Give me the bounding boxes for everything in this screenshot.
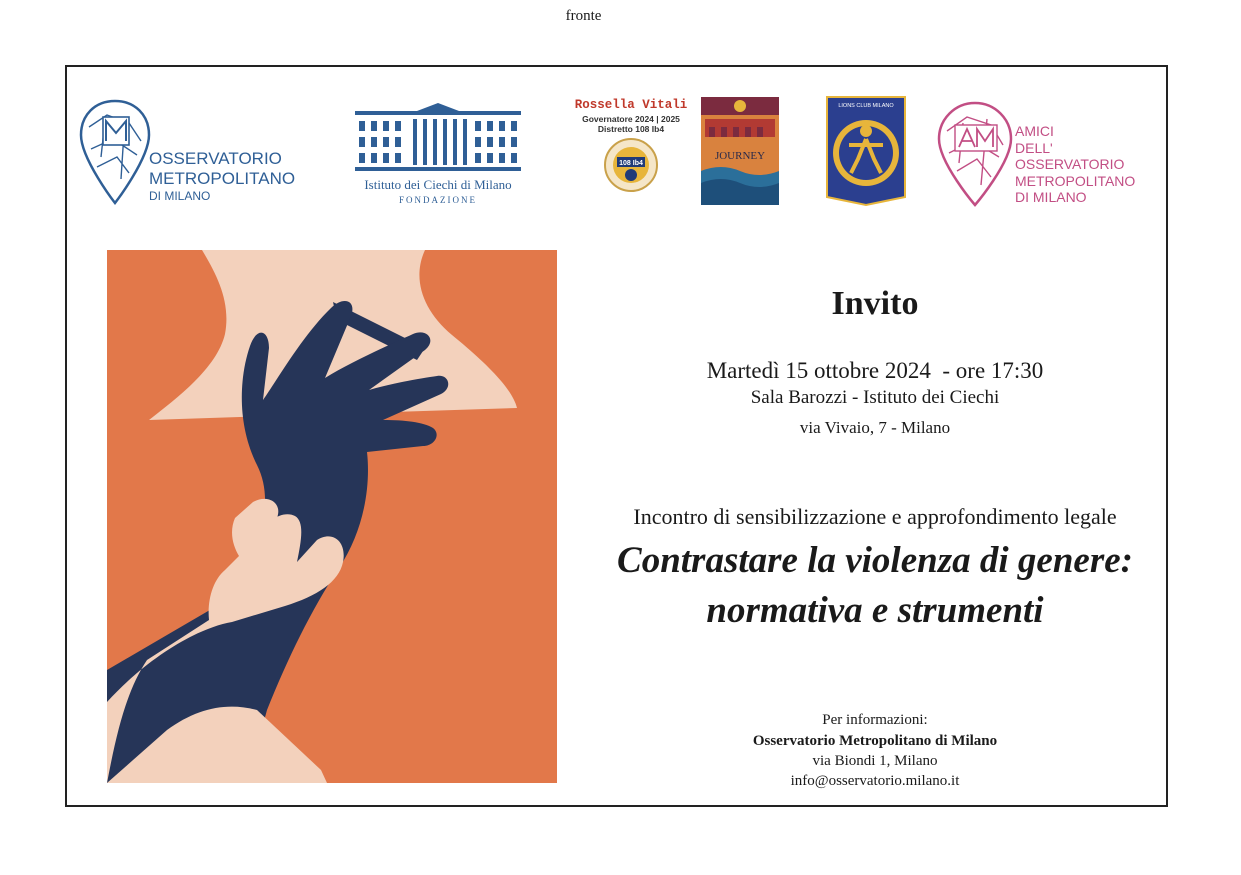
building-icon — [355, 101, 521, 173]
district-badge-text: 108 Ib4 — [619, 160, 643, 167]
hands-image — [107, 250, 557, 783]
osservatorio-logo-line3: DI MILANO — [149, 189, 211, 203]
amici-logo-line4: DI MILANO — [1015, 189, 1087, 205]
event-subtitle: Incontro di sensibilizzazione e approfondimento legale — [633, 504, 1117, 529]
event-title-line1: Contrastare la violenza di genere: — [617, 540, 1133, 581]
info-email[interactable]: info@osservatorio.milano.it — [790, 773, 960, 789]
lions-shield-icon — [825, 95, 907, 207]
osservatorio-logo-line2: METROPOLITANO — [149, 169, 296, 188]
osservatorio-logo — [77, 97, 307, 207]
event-datetime: Martedì 15 ottobre 2024 - ore 17:30 — [706, 358, 1044, 383]
istituto-ciechi-fondazione: FONDAZIONE — [399, 195, 477, 205]
journey-text: JOURNEY — [714, 150, 766, 162]
invitation-card — [65, 65, 1168, 807]
istituto-ciechi-logo — [355, 101, 521, 207]
governatore-logo — [572, 95, 690, 203]
hands-illustration — [107, 250, 557, 783]
page-label: fronte — [565, 8, 602, 24]
istituto-ciechi-name: Istituto dei Ciechi di Milano — [364, 177, 512, 192]
amici-logo-line3: METROPOLITANO — [1015, 172, 1136, 189]
journey-emblem-icon — [701, 97, 779, 205]
governatore-name: Rossella Vitali — [574, 98, 688, 112]
osservatorio-logo-line1: OSSERVATORIO — [149, 149, 282, 168]
journey-logo — [701, 97, 779, 205]
event-venue: Sala Barozzi - Istituto dei Ciechi — [750, 387, 1000, 408]
info-label: Per informazioni: — [822, 712, 928, 728]
amici-logo-line2: DELL' OSSERVATORIO — [1015, 139, 1125, 172]
info-organization: Osservatorio Metropolitano di Milano — [752, 733, 998, 749]
map-pin-icon — [77, 97, 157, 207]
map-pin-icon — [937, 101, 1015, 209]
info-street: via Biondi 1, Milano — [812, 753, 938, 769]
lions-shield-text: LIONS CLUB MILANO — [838, 103, 894, 109]
event-title-line2: normativa e strumenti — [706, 590, 1044, 631]
event-address: via Vivaio, 7 - Milano — [799, 418, 951, 437]
governatore-district: Distretto 108 Ib4 — [597, 124, 665, 134]
amici-logo-line1: AMICI — [1015, 123, 1054, 139]
invite-title: Invito — [831, 285, 919, 322]
governatore-term: Governatore 2024 | 2025 — [582, 114, 680, 124]
lions-club-milano-logo — [825, 95, 907, 207]
district-badge-icon — [603, 137, 659, 193]
amici-osservatorio-logo — [937, 101, 1159, 209]
